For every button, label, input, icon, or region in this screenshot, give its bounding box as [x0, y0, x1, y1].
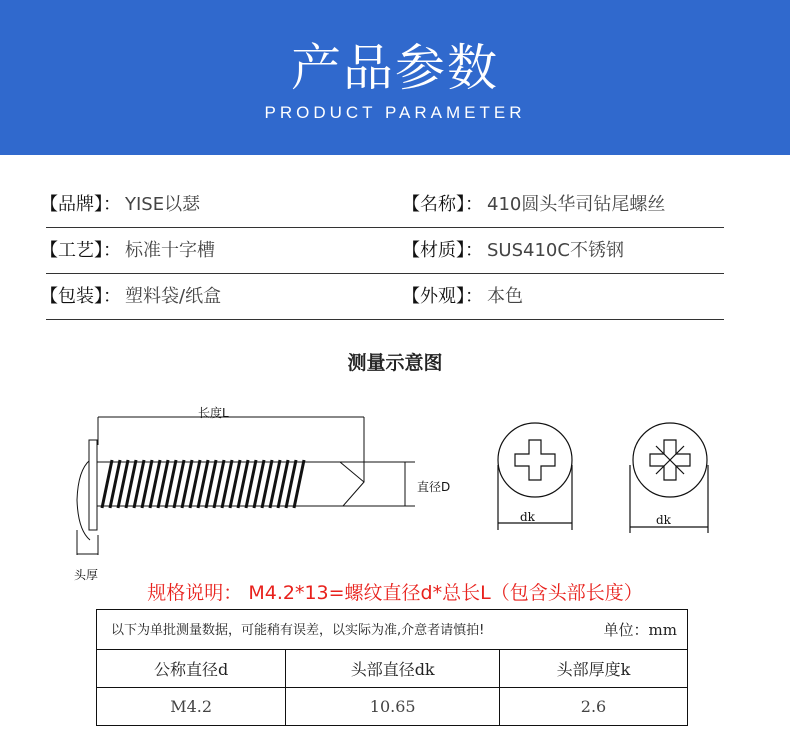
spec-description: 规格说明： M4.2*13=螺纹直径d*总长L（包含头部长度）: [147, 582, 643, 604]
table-header-row: [97, 650, 688, 688]
page-subtitle: PRODUCT PARAMETER: [264, 103, 526, 122]
table-cell: 2.6: [500, 688, 688, 726]
param-key: 【品牌】：: [40, 194, 121, 215]
length-label: 长度L: [198, 406, 229, 420]
column-header: 头部厚度k: [500, 650, 688, 688]
param-key: 【外观】：: [402, 286, 483, 307]
dk-label: dk: [520, 510, 535, 524]
table-cell: M4.2: [97, 688, 286, 726]
diameter-label: 直径D: [417, 480, 451, 494]
param-row: [40, 274, 724, 320]
column-header: 头部直径dk: [286, 650, 500, 688]
column-header: 公称直径d: [97, 650, 286, 688]
note-text: 以下为单批测量数据，可能稍有误差，以实际为准,介意者请慎拍!: [111, 623, 485, 638]
param-key: 【材质】：: [402, 240, 483, 261]
screw-head-pozidriv-diagram: [620, 415, 730, 535]
param-value: 标准十字槽: [125, 240, 215, 261]
param-value: 410圆头华司钻尾螺丝: [487, 194, 666, 215]
param-key: 【名称】：: [402, 194, 483, 215]
table-row: [97, 688, 688, 726]
table-cell: 10.65: [286, 688, 500, 726]
param-value: 塑料袋/纸盒: [125, 286, 222, 307]
head-thickness-label: 头厚: [74, 568, 99, 582]
param-key: 【包装】：: [40, 286, 121, 307]
dk-label: dk: [656, 513, 671, 527]
param-row: [40, 228, 724, 274]
measurement-table: [96, 609, 688, 726]
unit-label: 单位：mm: [603, 621, 677, 639]
screw-side-diagram: [60, 390, 460, 570]
screw-head-phillips-diagram: [485, 415, 595, 535]
page-title: 产品参数: [291, 39, 499, 97]
param-row: [40, 182, 724, 228]
table-note: [97, 610, 688, 650]
param-key: 【工艺】：: [40, 240, 121, 261]
param-value: YISE以瑟: [125, 194, 201, 215]
param-value: SUS410C不锈钢: [487, 240, 624, 261]
diagram-title: 测量示意图: [347, 352, 443, 374]
param-value: 本色: [487, 286, 523, 307]
header-banner: [0, 0, 790, 155]
